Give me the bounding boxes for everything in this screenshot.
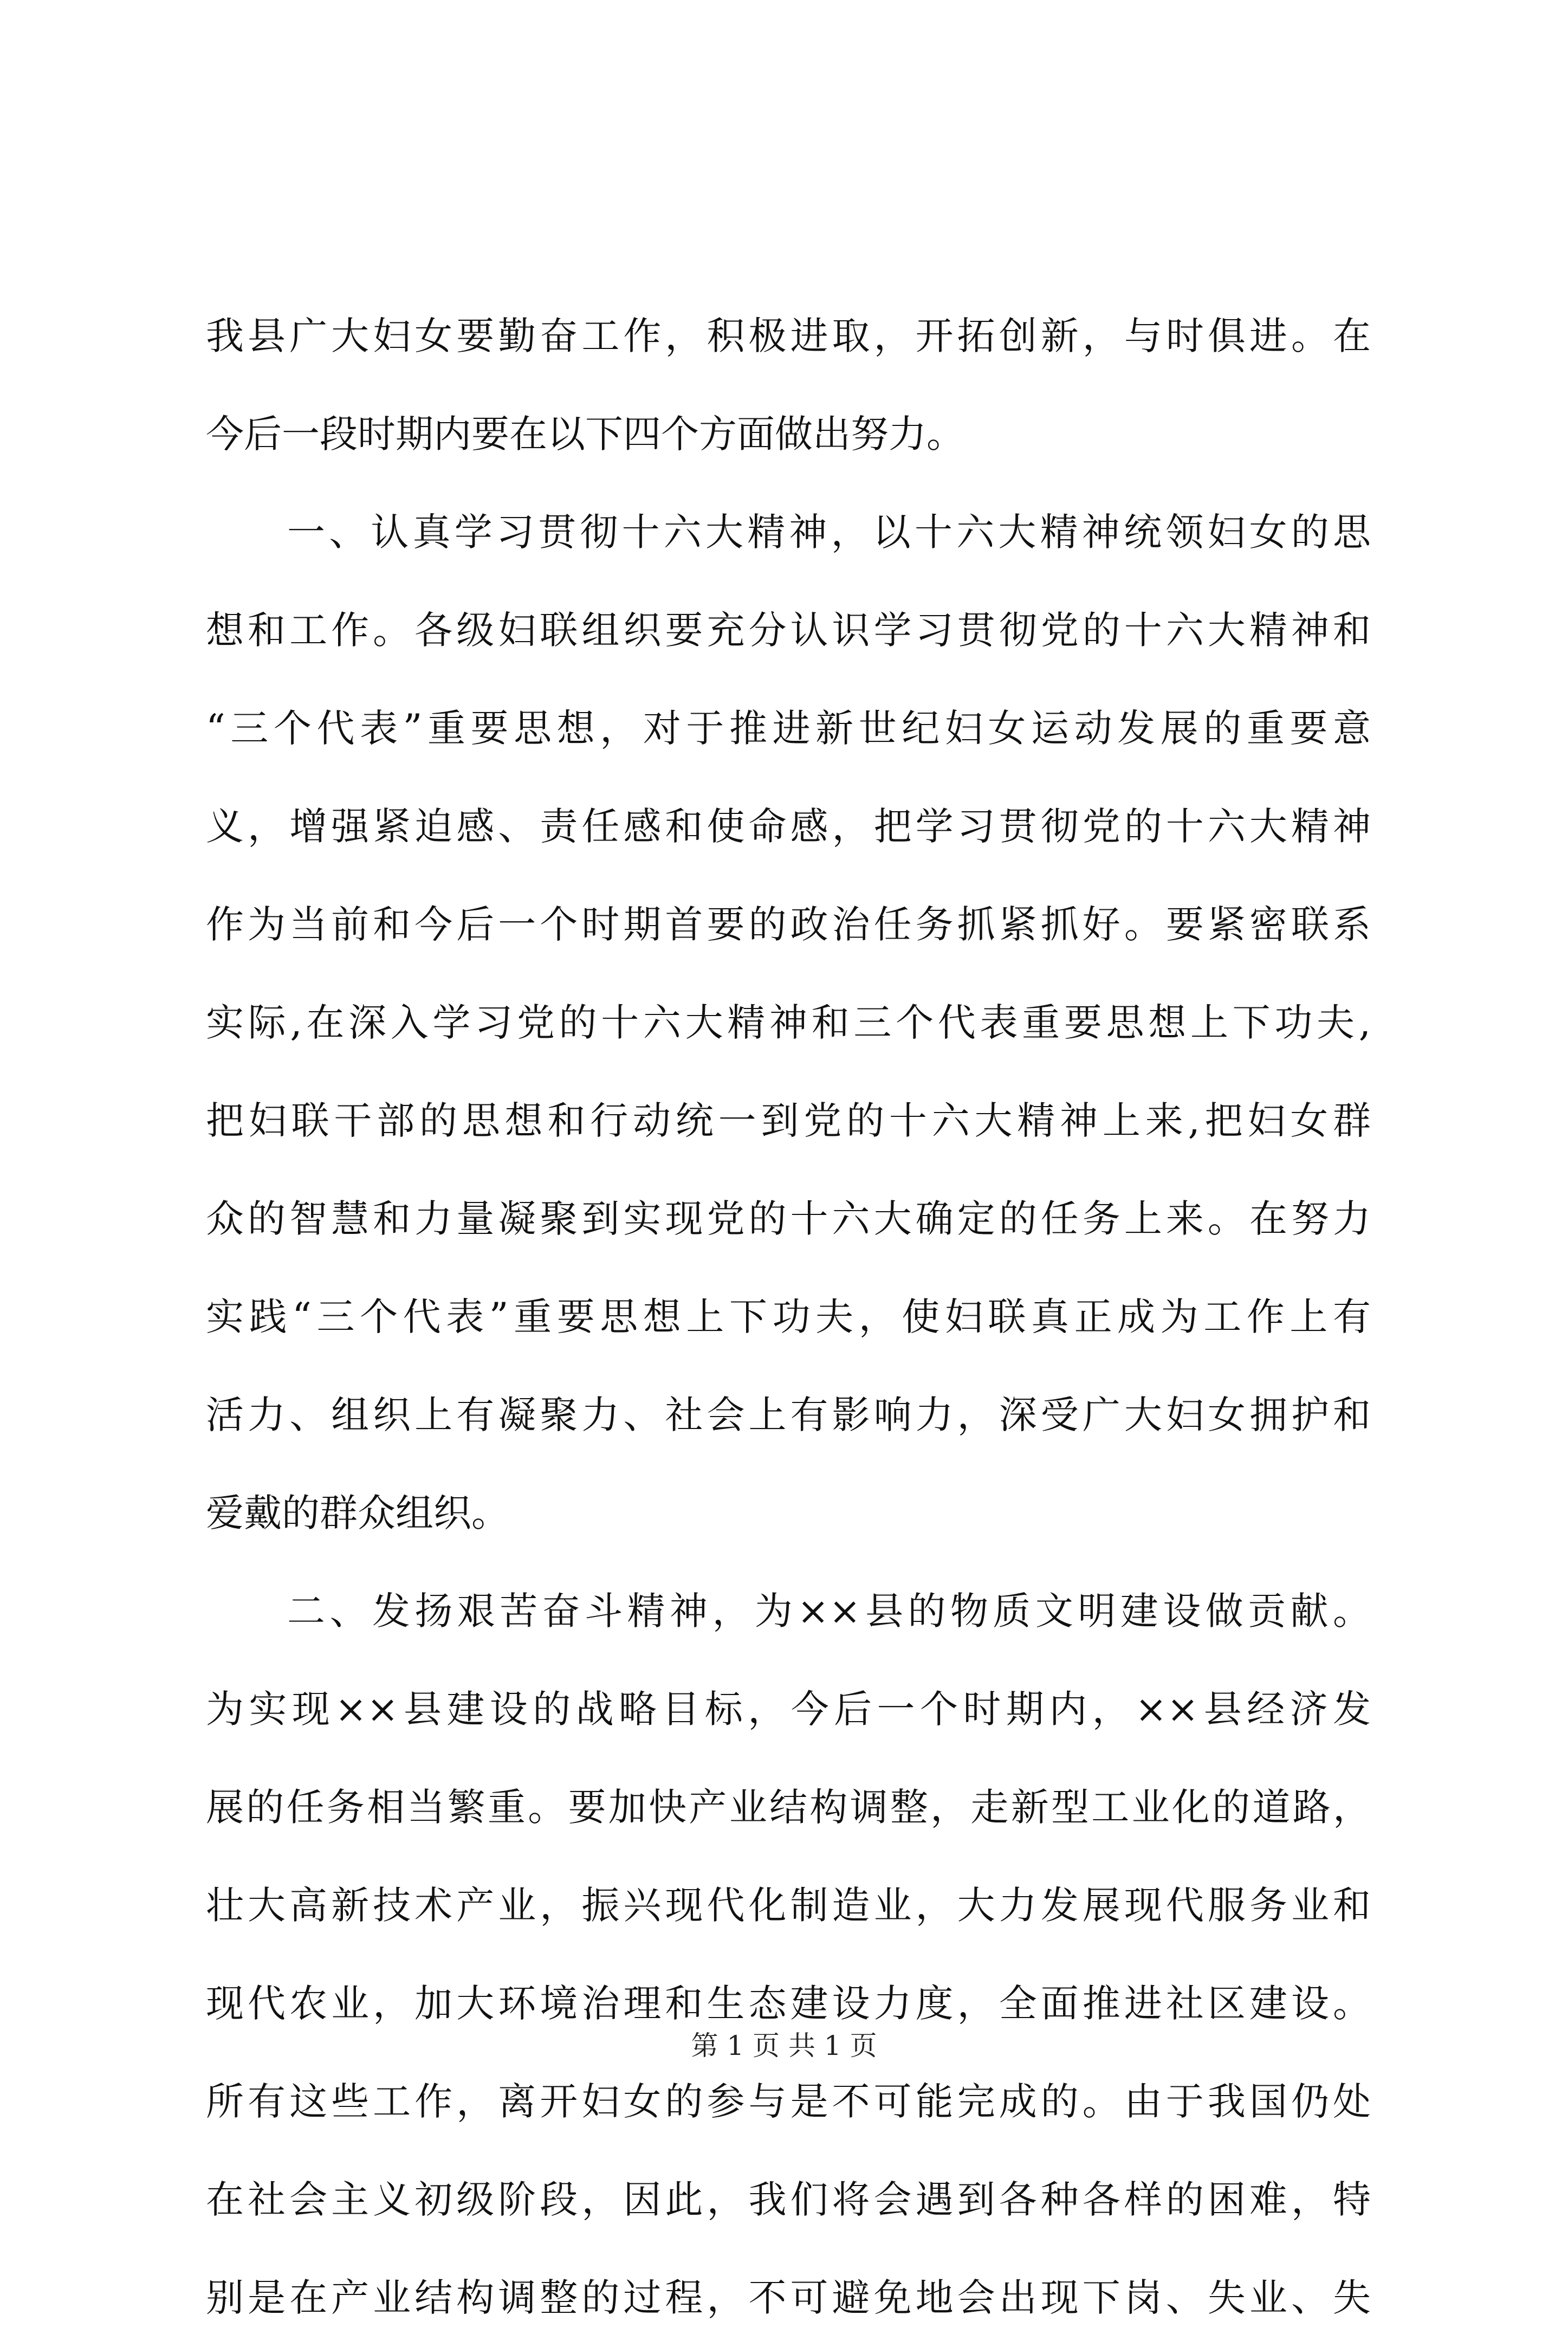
text-line: 爱戴的群众组织。 [206, 1491, 509, 1535]
text-line: 现代农业，加大环境治理和生态建设力度，全面推进社区建设。 [206, 1981, 1371, 2026]
text-line: 在社会主义初级阶段，因此，我们将会遇到各种各样的困难，特 [206, 2177, 1371, 2222]
section-heading-line: 一、认真学习贯彻十六大精神，以十六大精神统领妇女的思 [287, 510, 1371, 554]
text-line: 活力、组织上有凝聚力、社会上有影响力，深受广大妇女拥护和 [206, 1393, 1371, 1437]
text-line: “三个代表”重要思想，对于推进新世纪妇女运动发展的重要意 [206, 706, 1371, 751]
text-line: 想和工作。各级妇联组织要充分认识学习贯彻党的十六大精神和 [206, 608, 1371, 652]
text-line: 别是在产业结构调整的过程，不可避免地会出现下岗、失业、失 [206, 2275, 1371, 2320]
text-line: 为实现××县建设的战略目标，今后一个时期内，××县经济发 [206, 1687, 1371, 1731]
text-line: 展的任务相当繁重。要加快产业结构调整，走新型工业化的道路， [206, 1785, 1371, 1829]
text-line: 今后一段时期内要在以下四个方面做出努力。 [206, 412, 964, 456]
section-heading-line: 二、发扬艰苦奋斗精神，为××县的物质文明建设做贡献。 [287, 1589, 1371, 1633]
text-line: 实际,在深入学习党的十六大精神和三个代表重要思想上下功夫, [206, 1000, 1371, 1045]
text-line: 所有这些工作，离开妇女的参与是不可能完成的。由于我国仍处 [206, 2079, 1371, 2124]
page-number-footer: 第 1 页 共 1 页 [691, 2030, 877, 2061]
text-line: 实践“三个代表”重要思想上下功夫，使妇联真正成为工作上有 [206, 1295, 1371, 1339]
text-line: 我县广大妇女要勤奋工作，积极进取，开拓创新，与时俱进。在 [206, 314, 1371, 358]
text-line: 众的智慧和力量凝聚到实现党的十六大确定的任务上来。在努力 [206, 1197, 1371, 1241]
text-line: 义，增强紧迫感、责任感和使命感，把学习贯彻党的十六大精神 [206, 804, 1371, 849]
text-line: 作为当前和今后一个时期首要的政治任务抓紧抓好。要紧密联系 [206, 902, 1371, 947]
text-line: 把妇联干部的思想和行动统一到党的十六大精神上来,把妇女群 [206, 1098, 1371, 1143]
text-line: 壮大高新技术产业，振兴现代化制造业，大力发展现代服务业和 [206, 1883, 1371, 1928]
